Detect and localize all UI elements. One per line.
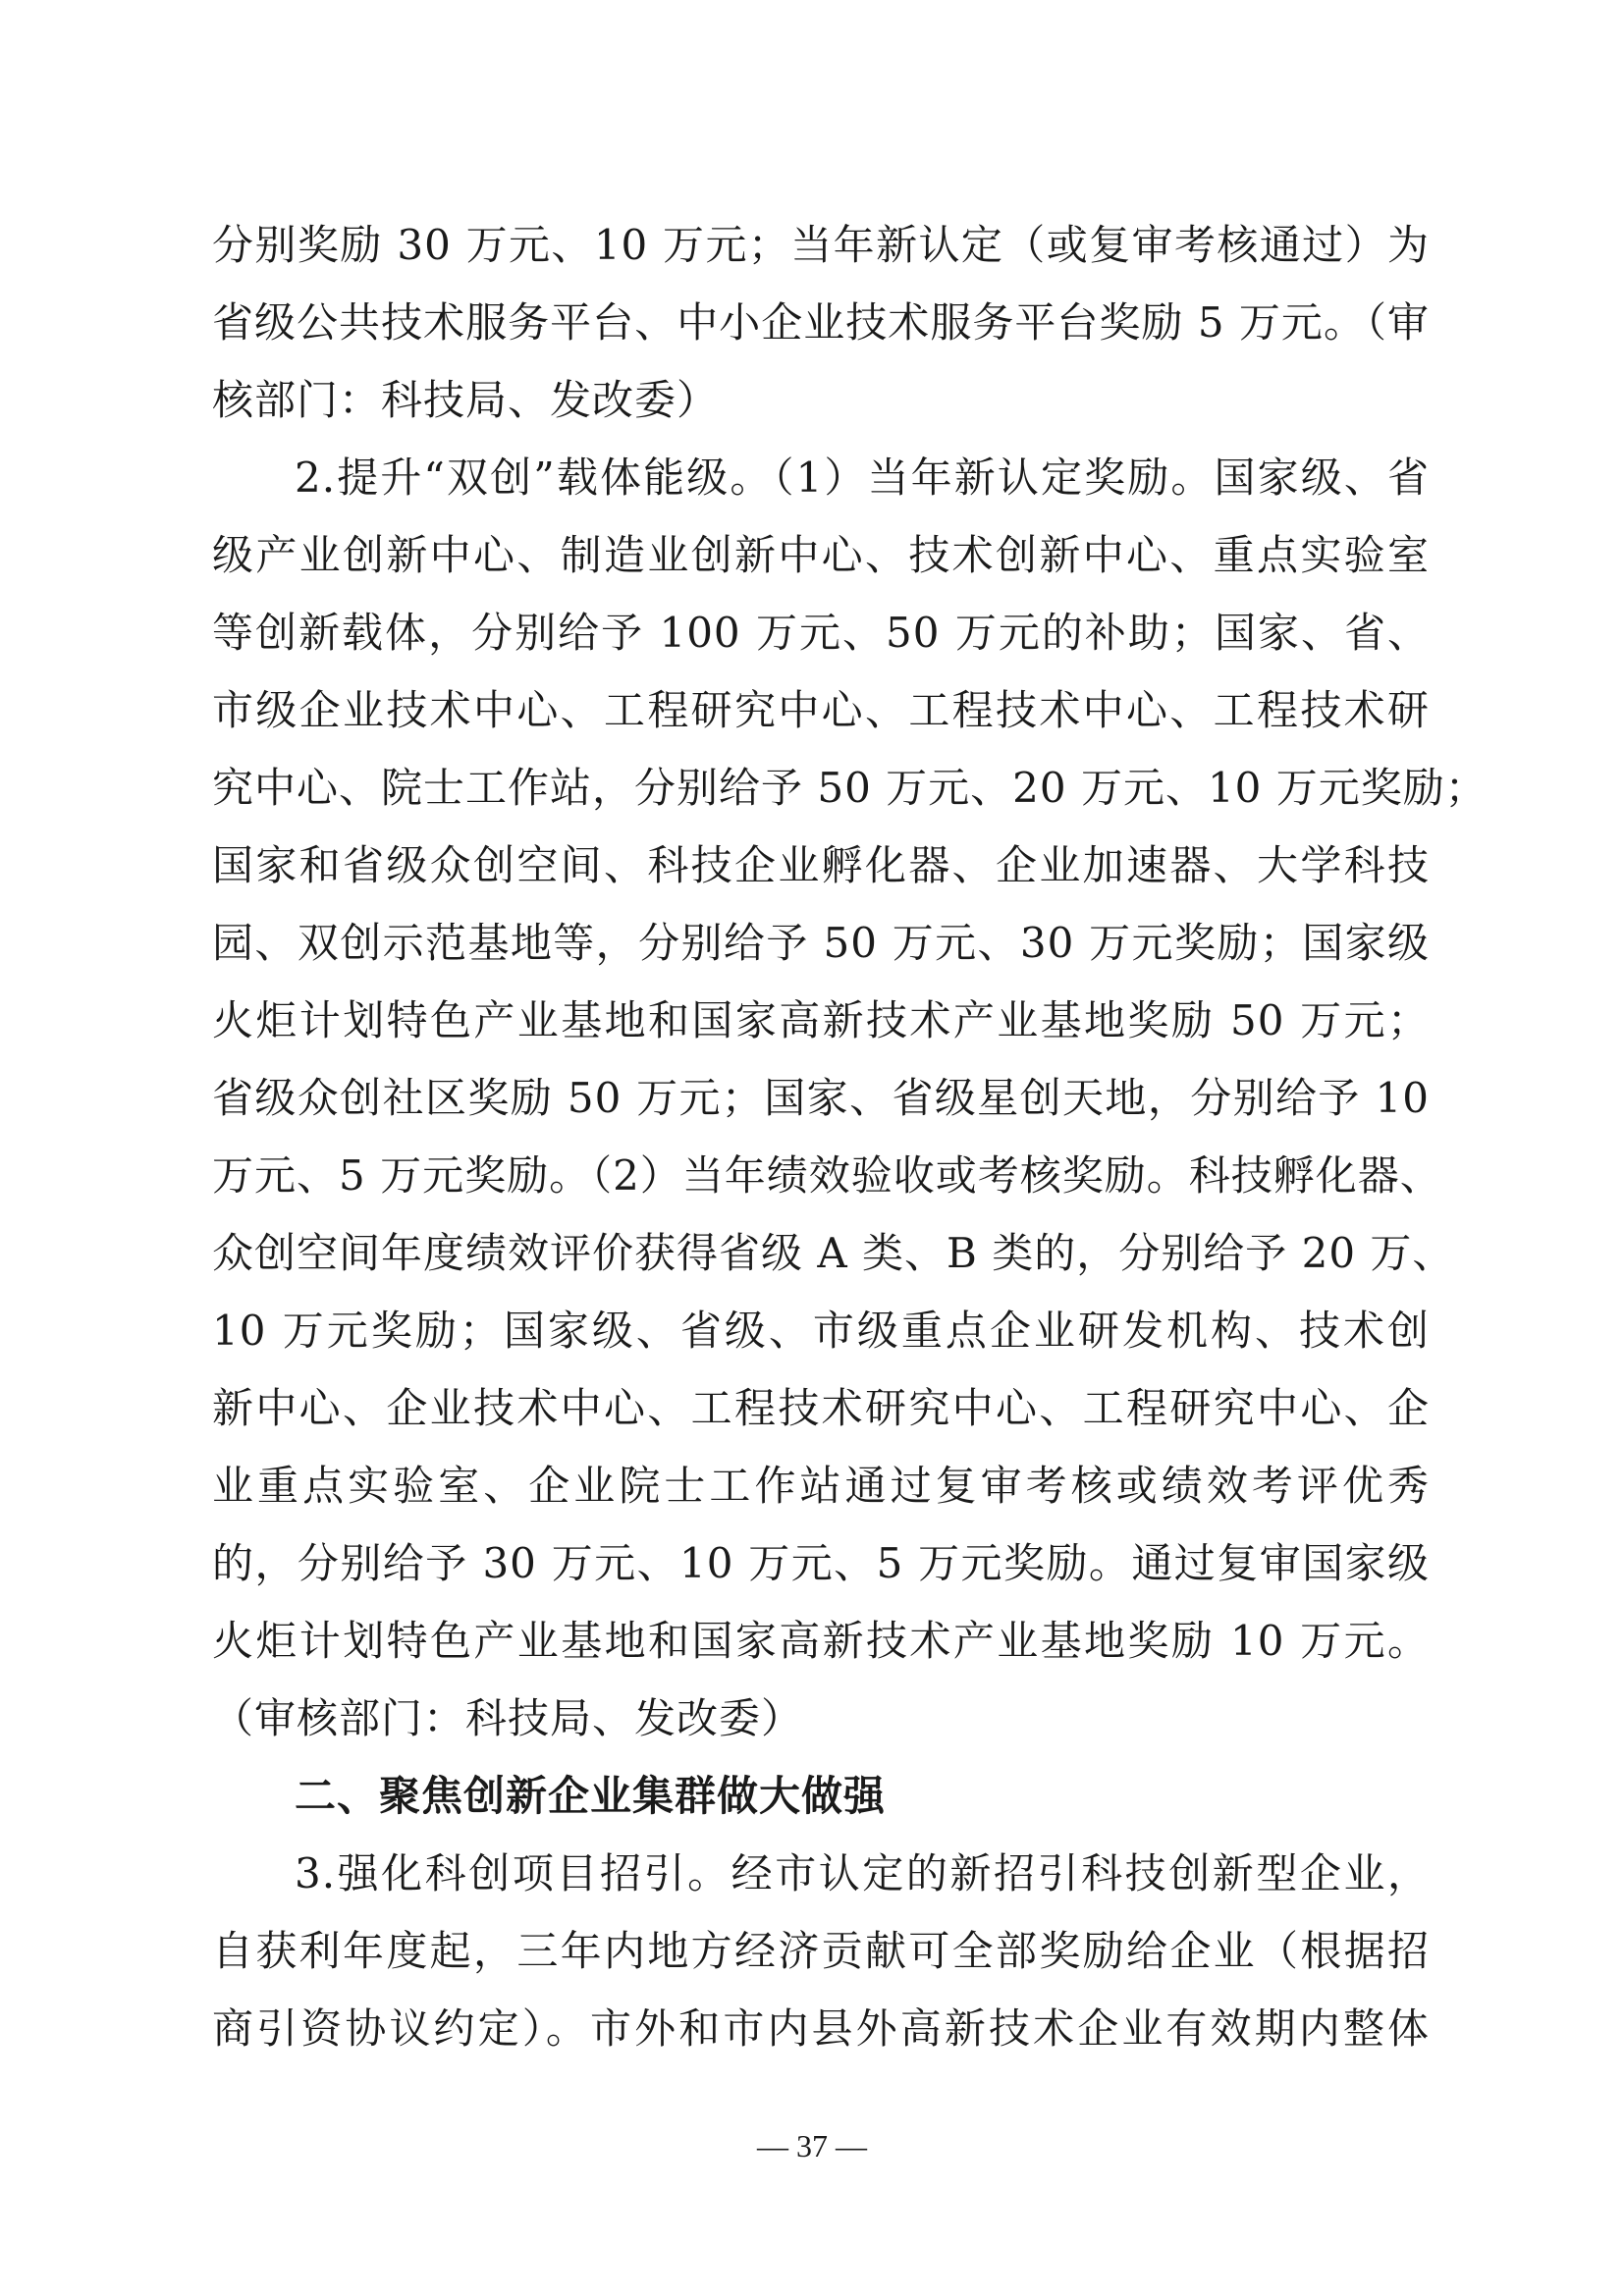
text-line: 新中心、企业技术中心、工程技术研究中心、工程研究中心、企 — [212, 1384, 1430, 1432]
text-line: 分别奖励 30 万元、10 万元；当年新认定（或复审考核通过）为 — [212, 221, 1430, 269]
page-number: — 37 — — [757, 2128, 867, 2163]
text-line: 众创空间年度绩效评价获得省级 A 类、B 类的，分别给予 20 万、 — [212, 1229, 1455, 1277]
text-line: 火炬计划特色产业基地和国家高新技术产业基地奖励 50 万元； — [212, 996, 1430, 1044]
text-line: 火炬计划特色产业基地和国家高新技术产业基地奖励 10 万元。 — [212, 1617, 1430, 1665]
text-line: 级产业创新中心、制造业创新中心、技术创新中心、重点实验室 — [212, 531, 1430, 579]
text-line: 核部门：科技局、发改委） — [212, 376, 720, 424]
text-line: 省级公共技术服务平台、中小企业技术服务平台奖励 5 万元。（审 — [212, 298, 1430, 347]
text-line: 园、双创示范基地等，分别给予 50 万元、30 万元奖励；国家级 — [212, 919, 1430, 967]
text-line: 自获利年度起，三年内地方经济贡献可全部奖励给企业（根据招 — [212, 1927, 1430, 1975]
text-line: 市级企业技术中心、工程研究中心、工程技术中心、工程技术研 — [212, 686, 1430, 734]
body-text — [212, 206, 1488, 2067]
text-line: 10 万元奖励；国家级、省级、市级重点企业研发机构、技术创 — [212, 1307, 1430, 1355]
text-line: 3.强化科创项目招引。经市认定的新招引科技创新型企业， — [295, 1849, 1430, 1897]
text-line: 等创新载体，分别给予 100 万元、50 万元的补助；国家、省、 — [212, 609, 1430, 657]
text-line: （审核部门：科技局、发改委） — [212, 1694, 804, 1742]
text-line: 究中心、院士工作站，分别给予 50 万元、20 万元、10 万元奖励； — [212, 764, 1488, 812]
text-line: 商引资协议约定）。市外和市内县外高新技术企业有效期内整体 — [212, 2004, 1430, 2053]
text-line: 省级众创社区奖励 50 万元；国家、省级星创天地，分别给予 10 — [212, 1074, 1430, 1122]
text-line: 万元、5 万元奖励。（2）当年绩效验收或考核奖励。科技孵化器、 — [212, 1151, 1442, 1200]
text-line: 2.提升“双创”载体能级。（1）当年新认定奖励。国家级、省 — [295, 454, 1430, 502]
text-line: 国家和省级众创空间、科技企业孵化器、企业加速器、大学科技 — [212, 841, 1430, 889]
text-line: 的，分别给予 30 万元、10 万元、5 万元奖励。通过复审国家级 — [212, 1539, 1430, 1587]
text-line: 业重点实验室、企业院士工作站通过复审考核或绩效考评优秀 — [212, 1462, 1430, 1510]
section-heading: 二、聚焦创新企业集群做大做强 — [295, 1772, 887, 1820]
